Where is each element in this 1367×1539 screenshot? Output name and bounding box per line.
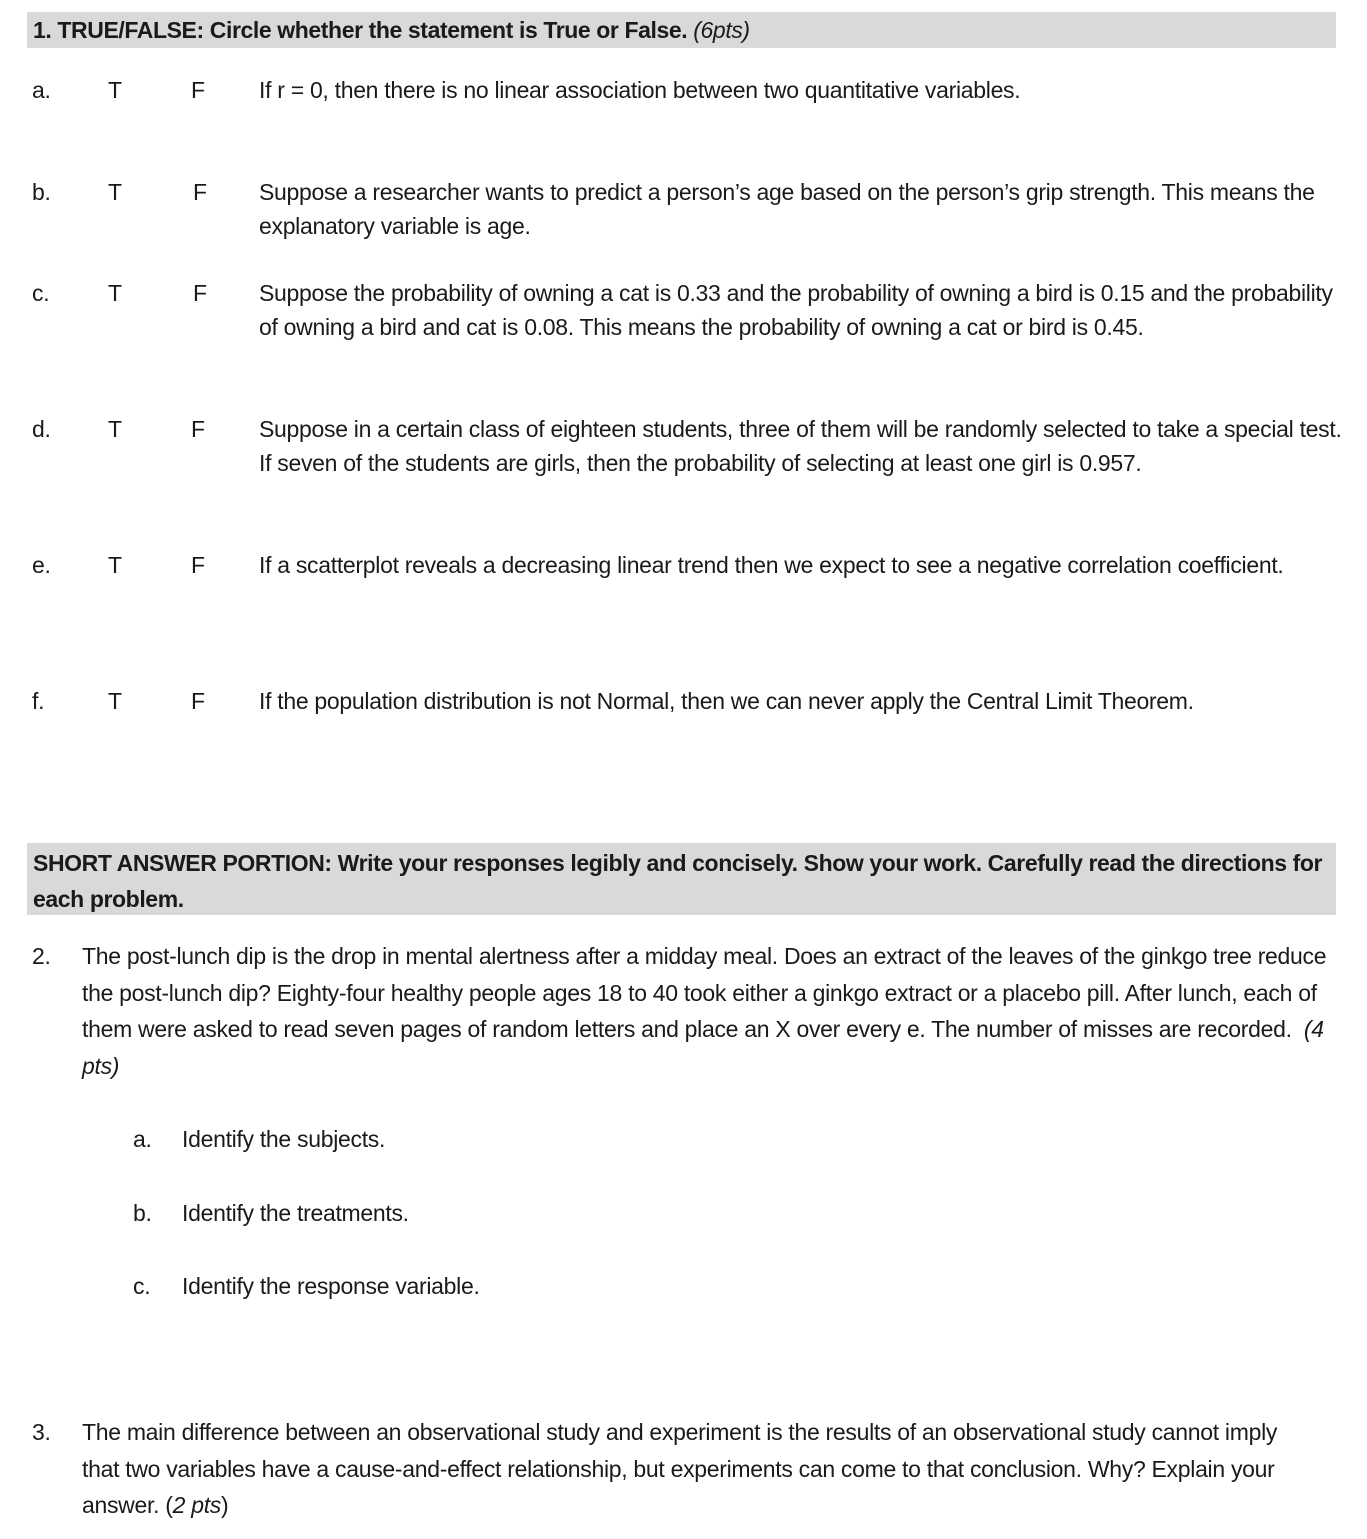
question2-points: (4 pts)	[82, 1016, 1324, 1079]
tf-item-f-letter: f.	[32, 688, 45, 714]
question2-part-b-letter: b.	[133, 1200, 152, 1226]
tf-item-f-false-option[interactable]: F	[191, 688, 205, 714]
question2-part-a-letter: a.	[133, 1126, 152, 1152]
tf-item-a-false-option[interactable]: F	[191, 77, 205, 103]
section2-heading	[27, 843, 1336, 915]
tf-item-f-true-option[interactable]: T	[108, 688, 122, 714]
question2-part-c-letter: c.	[133, 1273, 151, 1299]
question2-text	[82, 938, 1340, 1084]
tf-item-a-letter: a.	[32, 77, 51, 103]
tf-item-d-letter: d.	[32, 416, 51, 442]
tf-item-a-statement: If r = 0, then there is no linear association between two quantitative variables.	[259, 77, 1021, 103]
tf-item-c-true-option[interactable]: T	[108, 280, 122, 306]
tf-item-b-letter: b.	[32, 179, 51, 205]
tf-item-c-false-option[interactable]: F	[193, 280, 207, 306]
tf-item-e-false-option[interactable]: F	[191, 552, 205, 578]
tf-item-d-false-option[interactable]: F	[191, 416, 205, 442]
question2-part-c-text: Identify the response variable.	[182, 1273, 480, 1299]
question3-close-paren: )	[221, 1492, 229, 1518]
question3-body: The main difference between an observational study and experiment is the results of an observational study cannot imply that two variables have a cause-and-effect relationship, but experiments can come to that conclusion. Why? Explain your answer. (	[82, 1419, 1278, 1518]
tf-item-e-statement: If a scatterplot reveals a decreasing linear trend then we expect to see a negative correlation coefficient.	[259, 552, 1284, 578]
question2-part-a-text: Identify the subjects.	[182, 1126, 386, 1152]
tf-item-b-statement: Suppose a researcher wants to predict a person’s age based on the person’s grip strength. This means the explanatory variable is age.	[259, 179, 1315, 239]
tf-item-c-letter: c.	[32, 280, 50, 306]
tf-item-e-letter: e.	[32, 552, 51, 578]
tf-item-e-true-option[interactable]: T	[108, 552, 122, 578]
section1-heading-text: 1. TRUE/FALSE: Circle whether the statement is True or False.	[33, 17, 688, 43]
tf-item-a-true-option[interactable]: T	[108, 77, 122, 103]
tf-item-f-statement: If the population distribution is not Normal, then we can never apply the Central Limit Theorem.	[259, 688, 1194, 714]
question3-number: 3.	[32, 1419, 51, 1445]
tf-item-d-true-option[interactable]: T	[108, 416, 122, 442]
tf-item-b-true-option[interactable]: T	[108, 179, 122, 205]
tf-item-d-statement: Suppose in a certain class of eighteen students, three of them will be randomly selected to take a special test. If seven of the students are girls, then the probability of selecting at least one girl is 0.957.	[259, 416, 1342, 476]
question3-text	[82, 1414, 1312, 1524]
tf-item-b-false-option[interactable]: F	[193, 179, 207, 205]
question3-points: 2 pts	[172, 1492, 221, 1518]
question2-body: The post-lunch dip is the drop in mental alertness after a midday meal. Does an extract of the leaves of the ginkgo tree reduce the post-lunch dip? Eighty-four healthy people ages 18 to 40 took either a ginkgo extract or a placebo pill. After lunch, each of them were asked to read seven pages of random letters and place an X over every e. The number of misses are recorded.	[82, 943, 1327, 1042]
question2-part-b-text: Identify the treatments.	[182, 1200, 409, 1226]
question2-number: 2.	[32, 943, 51, 969]
section2-heading-text: SHORT ANSWER PORTION: Write your responses legibly and concisely. Show your work. Carefully read the directions for each problem.	[33, 850, 1323, 912]
section1-heading	[27, 12, 1336, 48]
section1-points: (6pts)	[693, 17, 750, 43]
tf-item-c-statement: Suppose the probability of owning a cat is 0.33 and the probability of owning a bird is 0.15 and the probability of owning a bird and cat is 0.08. This means the probability of owning a cat or bird is 0.45.	[259, 280, 1333, 340]
